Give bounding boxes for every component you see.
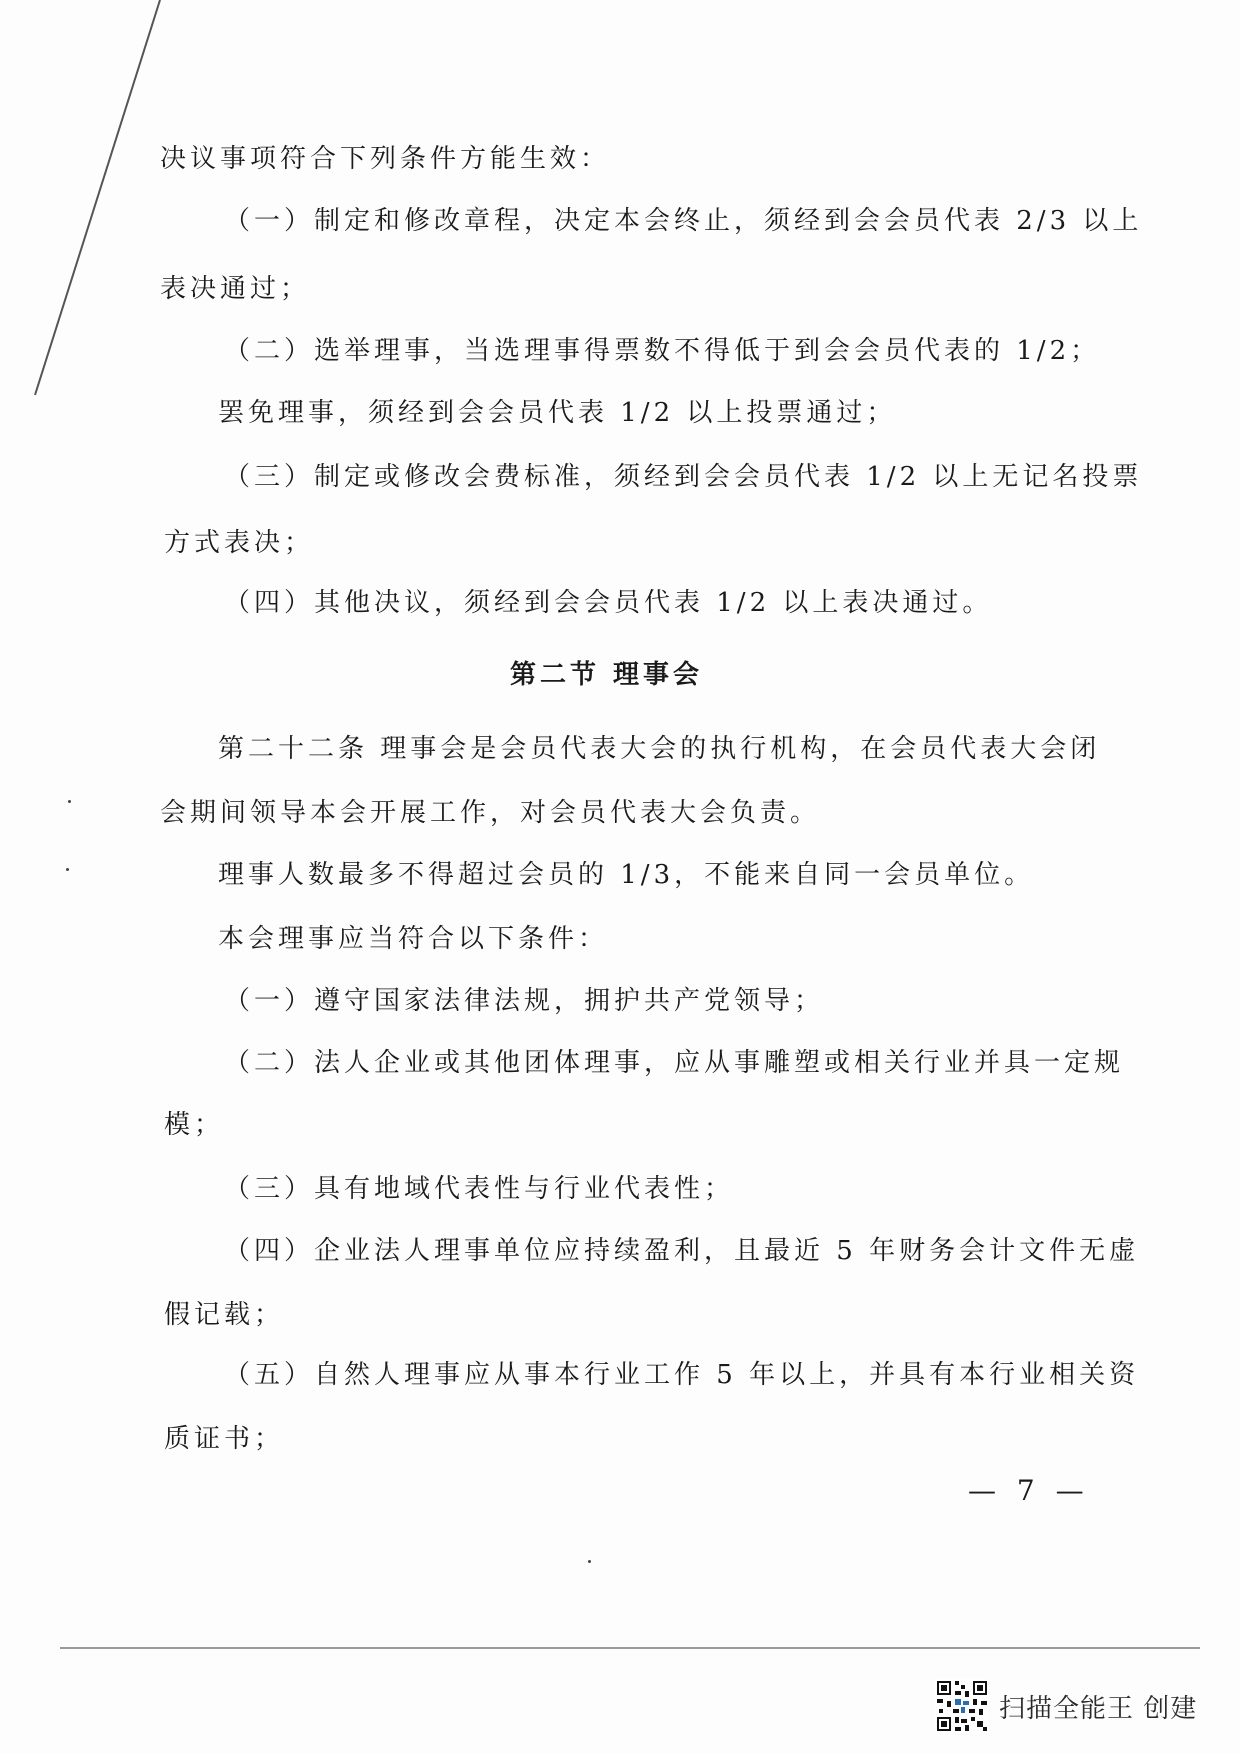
text-line: 理事人数最多不得超过会员的 1/3，不能来自同一会员单位。 [218,860,1035,890]
text-line: （四）企业法人理事单位应持续盈利，且最近 5 年财务会计文件无虚 [224,1236,1140,1266]
text-line: （五）自然人理事应从事本行业工作 5 年以上，并具有本行业相关资 [224,1360,1140,1390]
text-line: （一）遵守国家法律法规，拥护共产党领导； [224,986,825,1016]
text-line: （四）其他决议，须经到会会员代表 1/2 以上表决通过。 [224,588,993,618]
scan-speck [588,1560,591,1563]
section-heading: 第二节 理事会 [510,660,704,690]
footer-rule [60,1647,1200,1649]
text-line: （三）具有地域代表性与行业代表性； [224,1174,735,1204]
text-line: 会期间领导本会开展工作，对会员代表大会负责。 [160,798,821,828]
qr-code-icon [935,1679,989,1733]
scan-speck [68,800,71,803]
page-number: — 7 — [968,1474,1090,1507]
text-line: （三）制定或修改会费标准，须经到会会员代表 1/2 以上无记名投票 [224,462,1143,492]
scan-speck [66,868,69,871]
text-line: 第二十二条 理事会是会员代表大会的执行机构，在会员代表大会闭 [218,734,1101,764]
text-line: 模； [164,1110,225,1140]
watermark-text: 扫描全能王 创建 [999,1693,1198,1724]
text-line: 假记载； [164,1300,285,1330]
text-line: 决议事项符合下列条件方能生效： [160,144,611,174]
text-line: 本会理事应当符合以下条件： [218,924,609,954]
text-line: （一）制定和修改章程，决定本会终止，须经到会会员代表 2/3 以上 [224,206,1143,236]
text-line: 表决通过； [160,274,311,304]
text-line: 方式表决； [164,528,315,558]
text-line: 质证书； [164,1424,285,1454]
text-line: （二）选举理事，当选理事得票数不得低于到会会员代表的 1/2； [224,336,1101,366]
text-line: （二）法人企业或其他团体理事，应从事雕塑或相关行业并具一定规 [224,1048,1125,1078]
scanner-watermark [935,1676,1197,1736]
text-line: 罢免理事，须经到会会员代表 1/2 以上投票通过； [218,398,897,428]
